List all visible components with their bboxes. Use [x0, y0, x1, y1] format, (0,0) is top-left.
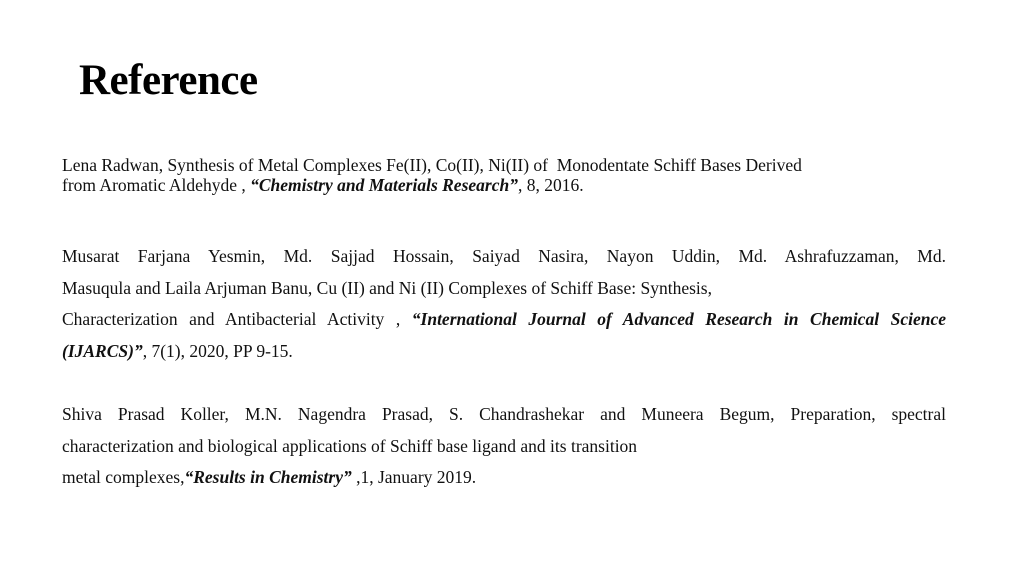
reference-text-line: Musarat Farjana Yesmin, Md. Sajjad Hossain, Saiyad Nasira, Nayon Uddin, Md. Ashrafuzzaman, Md.	[62, 246, 946, 266]
reference-text-line: Shiva Prasad Koller, M.N. Nagendra Prasad, S. Chandrashekar and Muneera Begum, Preparation, spectral	[62, 404, 946, 424]
journal-name: “Results in Chemistry”	[184, 467, 352, 487]
reference-text-line: Masuqula and Laila Arjuman Banu, Cu (II) and Ni (II) Complexes of Schiff Base: Synthesis,	[62, 277, 712, 298]
reference-text-line: Characterization and Antibacterial Activity ,	[62, 309, 401, 329]
reference-text-line: characterization and biological applications of Schiff base ligand and its transition	[62, 435, 638, 456]
reference-text-line: metal complexes,	[62, 467, 185, 487]
reference-citation-details: , 8, 2016.	[517, 175, 584, 195]
reference-line-wrap	[62, 399, 946, 431]
reference-item	[62, 241, 946, 367]
reference-line-wrap	[62, 175, 946, 195]
reference-item	[62, 155, 946, 195]
page-title: Reference	[79, 57, 258, 104]
reference-citation-details: , 7(1), 2020, PP 9-15.	[142, 340, 293, 361]
reference-text-line: Lena Radwan, Synthesis of Metal Complexes Fe(II), Co(II), Ni(II) of Monodentate Schiff Bases Derived	[62, 155, 802, 175]
journal-name: “International Journal of Advanced Research in Chemical Science (IJARCS)”	[62, 309, 947, 361]
journal-name: “Chemistry and Materials Research”	[250, 175, 518, 195]
reference-citation-details: ,1, January 2019.	[351, 467, 477, 487]
reference-text-line: from Aromatic Aldehyde ,	[62, 175, 246, 195]
reference-item	[62, 399, 946, 494]
reference-line-wrap	[62, 241, 946, 273]
